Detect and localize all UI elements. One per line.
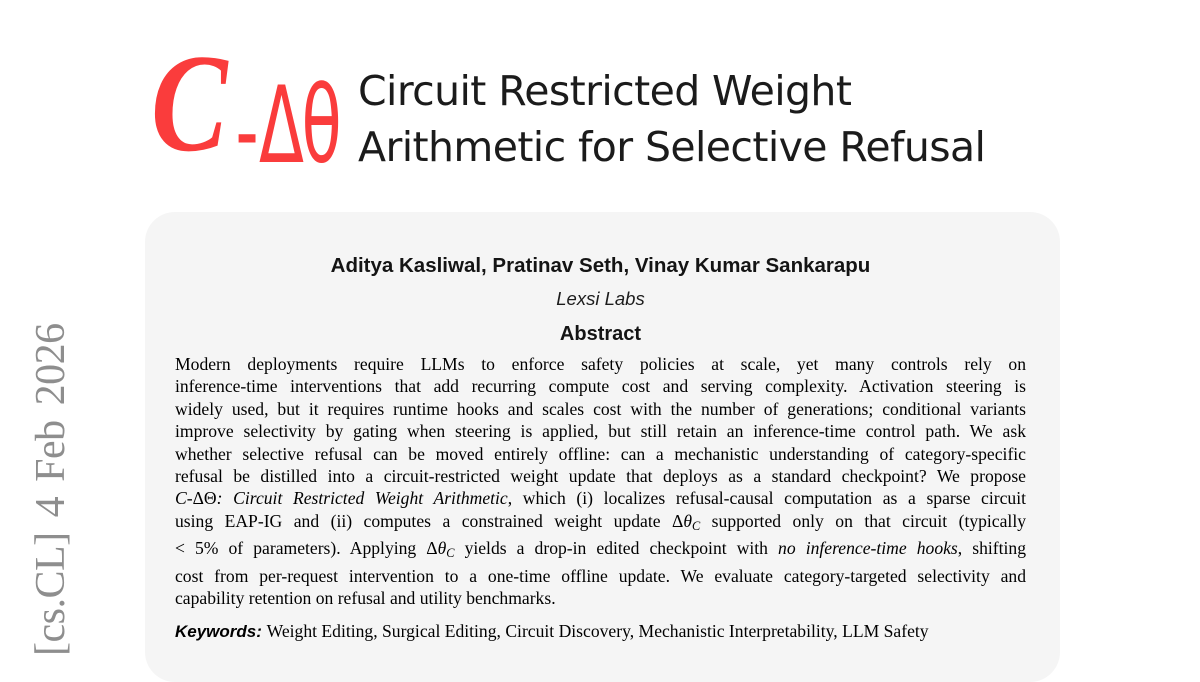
page-title (358, 63, 985, 175)
page-title-line2: Arithmetic for Selective Refusal (358, 123, 986, 171)
logo-dash: - (235, 101, 259, 169)
logo-script-c: C (151, 26, 228, 181)
paper-card (145, 212, 1060, 682)
abstract-heading: Abstract (559, 323, 642, 345)
authors-line: Aditya Kasliwal, Pratinav Seth, Vinay Kumar Sankarapu (330, 254, 871, 277)
abstract-line: refusal be distilled into a circuit-restricted weight update that deploys as a standard checkpoint? We propose (175, 466, 1026, 487)
abstract-line: < 5% of parameters). Applying ΔθC yields a drop-in edited checkpoint with no inference-time hooks, shifting (175, 538, 1027, 561)
affiliation: Lexsi Labs (556, 288, 645, 309)
arxiv-stamp: [cs.CL] 4 Feb 2026 (28, 323, 74, 656)
logo-delta-theta: Δθ (259, 64, 340, 187)
abstract-line: improve selectivity by gating when steering is applied, but still retain an inference-time control path. We ask (175, 421, 1026, 442)
abstract-line: widely used, but it requires runtime hooks and scales cost with the number of generations; conditional variants (175, 398, 1026, 419)
abstract-line: C-ΔΘ: Circuit Restricted Weight Arithmetic, which (i) localizes refusal-causal computation as a sparse circuit (175, 488, 1026, 509)
abstract-line: cost from per-request intervention to a one-time offline update. We evaluate category-targeted selectivity and (175, 565, 1026, 586)
abstract-line: whether selective refusal can be moved entirely offline: can a mechanistic understanding of category-specific (175, 443, 1026, 464)
abstract-line: capability retention on refusal and utility benchmarks. (175, 588, 556, 609)
keywords-line: Keywords: Weight Editing, Surgical Editing, Circuit Discovery, Mechanistic Interpretability, LLM Safety (175, 620, 929, 641)
abstract-line: Modern deployments require LLMs to enforce safety policies at scale, yet many controls rely on (175, 354, 1026, 374)
paper-logo (151, 26, 355, 187)
page-title-line1: Circuit Restricted Weight (358, 67, 852, 115)
abstract-body (175, 353, 1026, 610)
abstract-line: using EAP-IG and (ii) computes a constrained weight update ΔθC supported only on that circuit (typically (175, 510, 1026, 533)
abstract-line: inference-time interventions that add recurring compute cost and serving complexity. Activation steering is (175, 376, 1026, 397)
